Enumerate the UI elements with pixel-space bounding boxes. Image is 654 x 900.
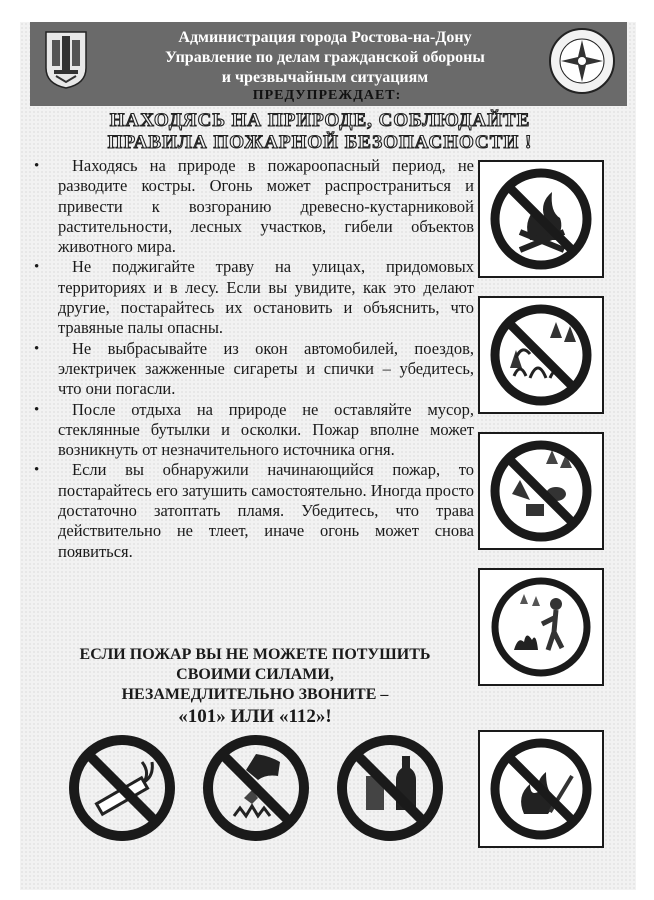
civil-defense-emblem-icon bbox=[547, 26, 617, 96]
safety-rules-list bbox=[44, 156, 474, 562]
sign-frame-fire bbox=[478, 730, 604, 848]
no-glass-bottles-icon bbox=[334, 732, 446, 844]
call-line-1: ЕСЛИ ПОЖАР ВЫ НЕ МОЖЕТЕ ПОТУШИТЬ bbox=[79, 646, 431, 663]
rule-item: • Не поджигайте траву на улицах, придомовых территориях и в лесу. Если вы увидите, как это делают другие, постарайтесь их остановить и объяснить, что травяные палы опасны. bbox=[44, 257, 474, 338]
header-title bbox=[100, 28, 550, 88]
rule-item: • Не выбрасывайте из окон автомобилей, поездов, электричек зажженные сигареты и спички – убедитесь, что они погасли. bbox=[44, 339, 474, 400]
no-smoking-sign bbox=[66, 732, 178, 844]
stomp-fire-icon bbox=[480, 570, 602, 684]
sign-frame-campfire bbox=[478, 160, 604, 278]
no-dropping-lit-items-icon bbox=[200, 732, 312, 844]
rule-item: • После отдыха на природе не оставляйте мусор, стеклянные бутылки и осколки. Пожар вполне может возникнуть от незначительного источника огня. bbox=[44, 400, 474, 461]
call-line-2: СВОИМИ СИЛАМИ, bbox=[176, 666, 334, 683]
header-line-department: Управление по делам гражданской обороны bbox=[165, 49, 485, 66]
headline-line-2: ПРАВИЛА ПОЖАРНОЙ БЕЗОПАСНОСТИ ! bbox=[107, 132, 533, 153]
no-grass-burning-icon bbox=[480, 298, 602, 412]
rule-item: • Находясь на природе в пожароопасный период, не разводите костры. Огонь может распространиться и привести к возгоранию древесно-кустарниковой растительности, лесных участков, гибели объектов животного мира. bbox=[44, 156, 474, 257]
headline-line-1: НАХОДЯСЬ НА ПРИРОДЕ, СОБЛЮДАЙТЕ bbox=[109, 110, 531, 131]
sign-frame-stomp bbox=[478, 568, 604, 686]
no-litter-icon bbox=[480, 434, 602, 548]
no-campfire-icon bbox=[480, 162, 602, 276]
rostov-coat-of-arms-icon bbox=[44, 30, 88, 90]
header-line-department-2: и чрезвычайным ситуациям bbox=[221, 69, 429, 86]
sign-frame-litter bbox=[478, 432, 604, 550]
emergency-call-block bbox=[40, 645, 470, 729]
no-glass-bottles-sign bbox=[334, 732, 446, 844]
emergency-numbers: «101» ИЛИ «112»! bbox=[178, 706, 332, 727]
warns-label: ПРЕДУПРЕЖДАЕТ: bbox=[252, 88, 402, 103]
sign-frame-grass bbox=[478, 296, 604, 414]
no-smoking-icon bbox=[66, 732, 178, 844]
poster-headline bbox=[60, 110, 580, 154]
rule-item: • Если вы обнаружили начинающийся пожар, то постарайтесь его затушить самостоятельно. Иногда просто достаточно затоптать пламя. Убедитесь, что трава действительно не тлеет, иначе огонь может снова появиться. bbox=[44, 460, 474, 561]
header-line-admin: Администрация города Ростова-на-Дону bbox=[178, 29, 472, 46]
call-line-3: НЕЗАМЕДЛИТЕЛЬНО ЗВОНИТЕ – bbox=[121, 686, 389, 703]
no-fire-icon bbox=[480, 732, 602, 846]
no-dropping-lit-items-sign bbox=[200, 732, 312, 844]
